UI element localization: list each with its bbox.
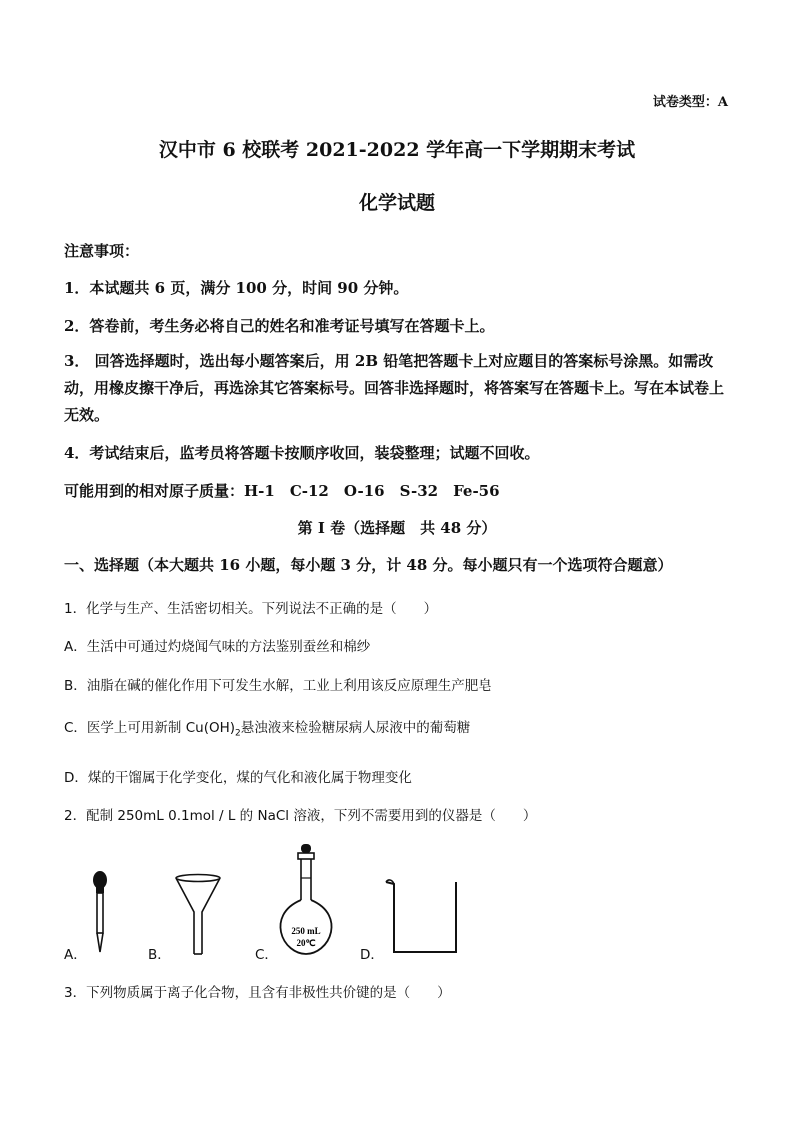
atomic-masses: 可能用到的相对原子质量：H-1 C-12 O-16 S-32 Fe-56	[64, 482, 500, 500]
exam-title: 汉中市 6 校联考 2021-2022 学年高一下学期期末考试	[158, 139, 636, 161]
exam-subtitle: 化学试题	[358, 192, 435, 214]
paper-type: 试卷类型：A	[652, 95, 728, 110]
q1-option-c	[64, 716, 470, 739]
funnel-icon	[172, 872, 224, 958]
q1-option-b: B．油脂在碱的催化作用下可发生水解，工业上利用该反应原理生产肥皂	[64, 678, 492, 694]
notice-item-2: 2．答卷前，考生务必将自己的姓名和准考证号填写在答题卡上。	[64, 317, 495, 335]
q1-option-c-sub: 2	[235, 728, 241, 739]
section-title: 第 I 卷（选择题 共 48 分）	[297, 519, 497, 537]
flask-label-volume: 250 mL	[291, 926, 321, 936]
q2-option-a-label: A．	[64, 947, 87, 963]
notice-item-1: 1．本试题共 6 页，满分 100 分，时间 90 分钟。	[64, 279, 409, 297]
q2-option-b-label: B．	[148, 947, 171, 963]
q2-option-d-label: D．	[360, 947, 384, 963]
q1-stem: 1．化学与生产、生活密切相关。下列说法不正确的是（ ）	[64, 601, 438, 617]
beaker-icon	[382, 876, 464, 956]
q1-option-a: A．生活中可通过灼烧闻气味的方法鉴别蚕丝和棉纱	[64, 639, 371, 655]
flask-label-temp: 20℃	[296, 938, 316, 948]
q2-stem: 2．配制 250mL 0.1mol / L 的 NaCl 溶液，下列不需要用到的仪器是（ ）	[64, 808, 537, 824]
q2-option-c-label: C．	[255, 947, 278, 963]
q3-stem: 3．下列物质属于离子化合物，且含有非极性共价键的是（ ）	[64, 985, 451, 1001]
notice-item-4: 4．考试结束后，监考员将答题卡按顺序收回，装袋整理；试题不回收。	[64, 444, 540, 462]
notice-item-3: 3． 回答选择题时，选出每小题答案后，用 2B 铅笔把答题卡上对应题目的答案标号涂黑。如需改动，用橡皮擦干净后，再选涂其它答案标号。回答非选择题时，将答案写在答题卡上。写在本试卷上无效。	[64, 352, 725, 424]
q1-option-d: D．煤的干馏属于化学变化，煤的气化和液化属于物理变化	[64, 770, 412, 786]
section-instruction: 一、选择题（本大题共 16 小题，每小题 3 分，计 48 分。每小题只有一个选项符合题意）	[64, 556, 673, 574]
notice-heading: 注意事项：	[64, 242, 140, 260]
volumetric-flask-icon	[276, 842, 336, 958]
dropper-icon	[88, 868, 112, 954]
q1-option-c-post: 悬浊液来检验糖尿病人尿液中的葡萄糖	[240, 720, 471, 736]
q1-option-c-pre: C．医学上可用新制 Cu(OH)	[64, 720, 236, 736]
